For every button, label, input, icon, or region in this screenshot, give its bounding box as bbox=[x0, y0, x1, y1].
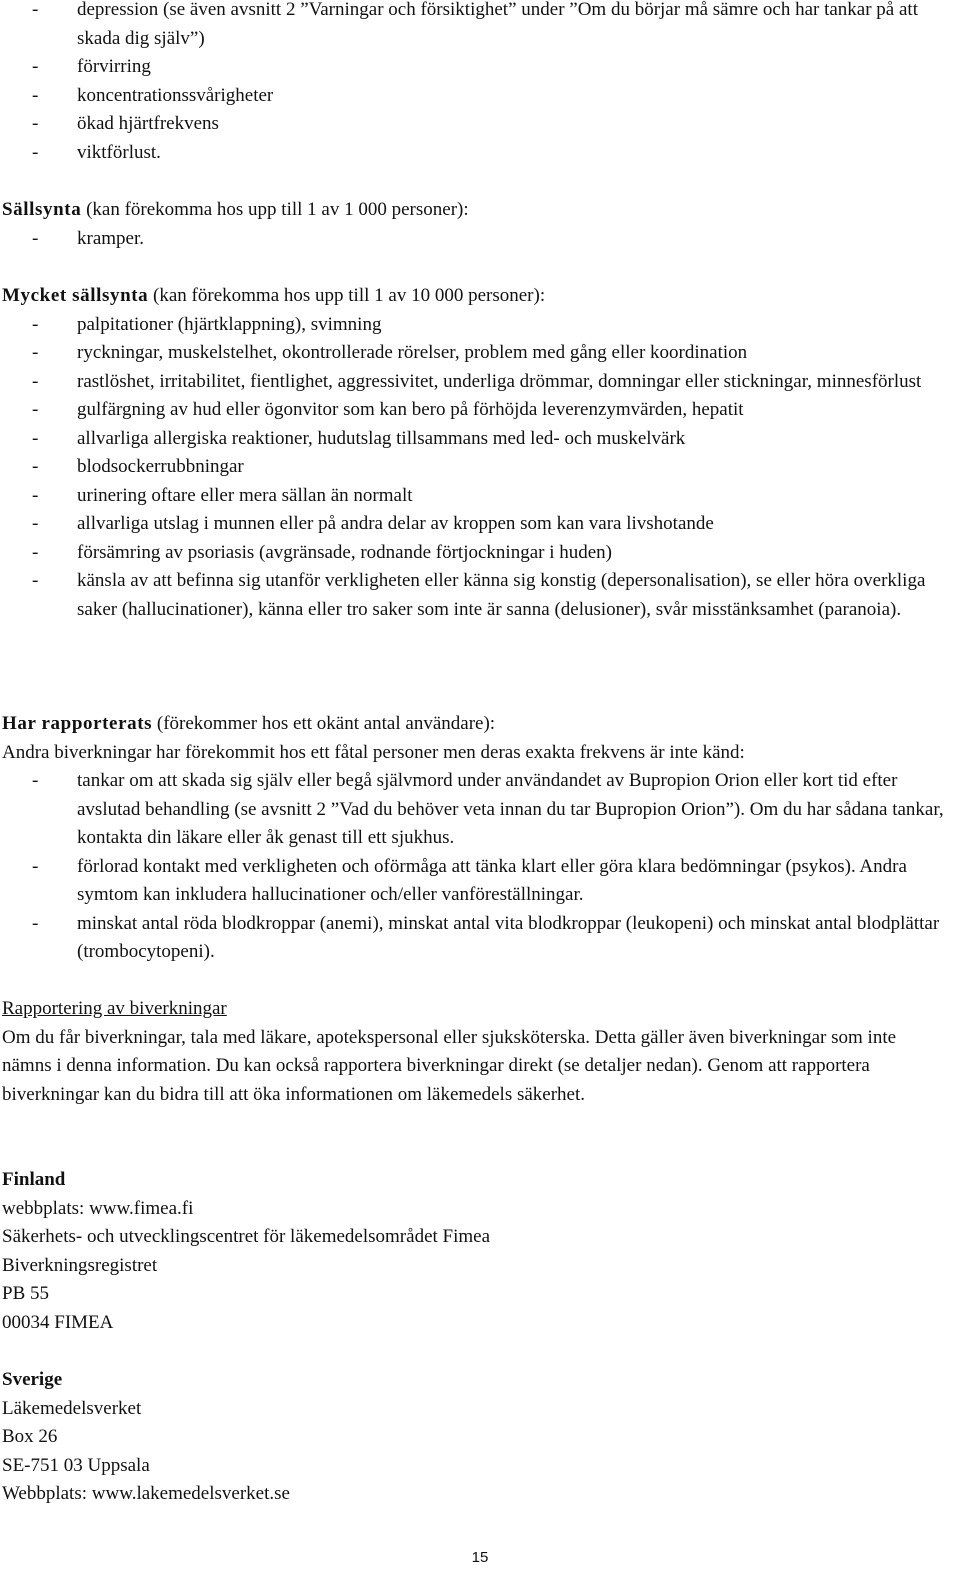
list-item: - rastlöshet, irritabilitet, fientlighet, aggressivitet, underliga drömmar, domningar eller stickningar, minnesförlust bbox=[32, 370, 922, 392]
rare-section: Sällsynta (kan förekomma hos upp till 1 av 1 000 personer): - kramper. bbox=[2, 196, 958, 253]
list-item: - ökad hjärtfrekvens bbox=[32, 113, 219, 134]
list-item: - förvirring bbox=[32, 56, 151, 77]
list-item: - gulfärgning av hud eller ögonvitor som kan bero på förhöjda leverenzymvärden, hepatit bbox=[32, 399, 744, 420]
list-item: - minskat antal röda blodkroppar (anemi), minskat antal vita blodkroppar (leukopeni) och minskat antal blodplättar (trombocytopeni). bbox=[32, 912, 940, 962]
list-item: - allvarliga allergiska reaktioner, hudutslag tillsammans med led- och muskelvärk bbox=[32, 427, 686, 449]
finland-contact: Finland webbplats: www.fimea.fi Säkerhets- och utvecklingscentret för läkemedelsområdet Fimea Biverkningsregistret PB 55 00034 FIMEA bbox=[2, 1169, 491, 1333]
page-number: 15 bbox=[471, 1549, 489, 1566]
reporting-body: Om du får biverkningar, tala med läkare, apotekspersonal eller sjuksköterska. Detta gäller även biverkningar som inte nämns i denna information. Du kan också rapportera biverkningar direkt (se detaljer nedan). Genom att rapportera biverkningar kan du bidra till att öka informationen om läkemedels säkerhet. bbox=[2, 1026, 897, 1105]
section-heading: Sverige bbox=[2, 1369, 63, 1390]
reported-section: Har rapporterats (förekommer hos ett okänt antal användare): Andra biverkningar har förekommit hos ett fåtal personer men deras exakta frekvens är inte känd: - tankar om att skada sig själv eller begå självmord under användandet av Bupropion Orion eller kort tid efter avslutad behandling (se avsnitt 2 ”Vad du behöver veta innan du tar Bupropion Orion”). Om du har sådana tankar, kontakta din läkare eller åk genast till ett sjukhus. - förlorad kontakt med verkligheten och oförmåga att tänka klart eller göra klara bedömningar (psykos). Andra symtom kan inkludera hallucinationer och/eller vanföreställningar. - minskat antal röda blodkroppar (anemi), minskat antal vita blodkroppar (leukopeni) och minskat antal blodplättar (trombocytopeni). bbox=[2, 710, 958, 967]
list-item: - koncentrationssvårigheter bbox=[32, 84, 274, 106]
very-rare-section: Mycket sällsynta (kan förekomma hos upp till 1 av 10 000 personer): - palpitationer (hjärtklappning), svimning - ryckningar, muskelstelhet, okontrollerade rörelser, problem med gång eller koordination - rastlöshet, irritabilitet, fientlighet, aggressivitet, underliga drömmar, domningar eller stickningar, minnesförlust - gulfärgning av hud eller ögonvitor som kan bero på förhöjda leverenzymvärden, hepatit - allvarliga allergiska reaktioner, hudutslag tillsammans med led- och muskelvärk - blodsockerrubbningar - urinering oftare eller mera sällan än normalt - allvarliga utslag i munnen eller på andra delar av kroppen som kan vara livshotande - försämring av psoriasis (avgränsade, rodnande förtjockningar i huden) - känsla av att befinna sig utanför verkligheten eller känna sig konstig (depersonalisation), se eller höra overkliga saker (hallucinationer), känna eller tro saker som inte är sanna (delusioner), svår misstänksamhet (paranoia). bbox=[2, 282, 958, 624]
section-heading: Mycket sällsynta bbox=[2, 285, 149, 306]
list-item: - förlorad kontakt med verkligheten och oförmåga att tänka klart eller göra klara bedömningar (psykos). Andra symtom kan inkludera hallucinationer och/eller vanföreställningar. bbox=[32, 855, 907, 905]
list-item: - kramper. bbox=[32, 227, 145, 249]
section-heading: Rapportering av biverkningar bbox=[2, 998, 227, 1019]
section-heading: Sällsynta bbox=[2, 199, 82, 220]
list-item: - allvarliga utslag i munnen eller på andra delar av kroppen som kan vara livshotande bbox=[32, 513, 714, 534]
list-item: - ryckningar, muskelstelhet, okontrollerade rörelser, problem med gång eller koordination bbox=[32, 342, 748, 363]
list-item: - blodsockerrubbningar bbox=[32, 456, 244, 477]
sweden-contact: Sverige Läkemedelsverket Box 26 SE-751 03 Uppsala Webbplats: www.lakemedelsverket.se bbox=[2, 1369, 290, 1504]
frequent-side-effects-list bbox=[2, 0, 958, 167]
section-heading: Har rapporterats bbox=[2, 713, 153, 734]
section-heading: Finland bbox=[2, 1169, 66, 1190]
reporting-section bbox=[2, 995, 958, 1109]
list-item: - urinering oftare eller mera sällan än normalt bbox=[32, 484, 413, 506]
list-item: - känsla av att befinna sig utanför verkligheten eller känna sig konstig (depersonalisation), se eller höra overkliga saker (hallucinationer), känna eller tro saker som inte är sanna (delusioner), svår misstänksamhet (paranoia). bbox=[32, 570, 926, 620]
list-item: - palpitationer (hjärtklappning), svimning bbox=[32, 313, 382, 335]
list-item: - depression (se även avsnitt 2 ”Varningar och försiktighet” under ”Om du börjar må sämre och har tankar på att skada dig själv”) bbox=[32, 0, 918, 49]
list-item: - tankar om att skada sig själv eller begå självmord under användandet av Bupropion Orion eller kort tid efter avslutad behandling (se avsnitt 2 ”Vad du behöver veta innan du tar Bupropion Orion”). Om du har sådana tankar, kontakta din läkare eller åk genast till ett sjukhus. bbox=[32, 770, 944, 848]
list-item: - viktförlust. bbox=[32, 141, 161, 163]
list-item: - försämring av psoriasis (avgränsade, rodnande förtjockningar i huden) bbox=[32, 541, 612, 563]
